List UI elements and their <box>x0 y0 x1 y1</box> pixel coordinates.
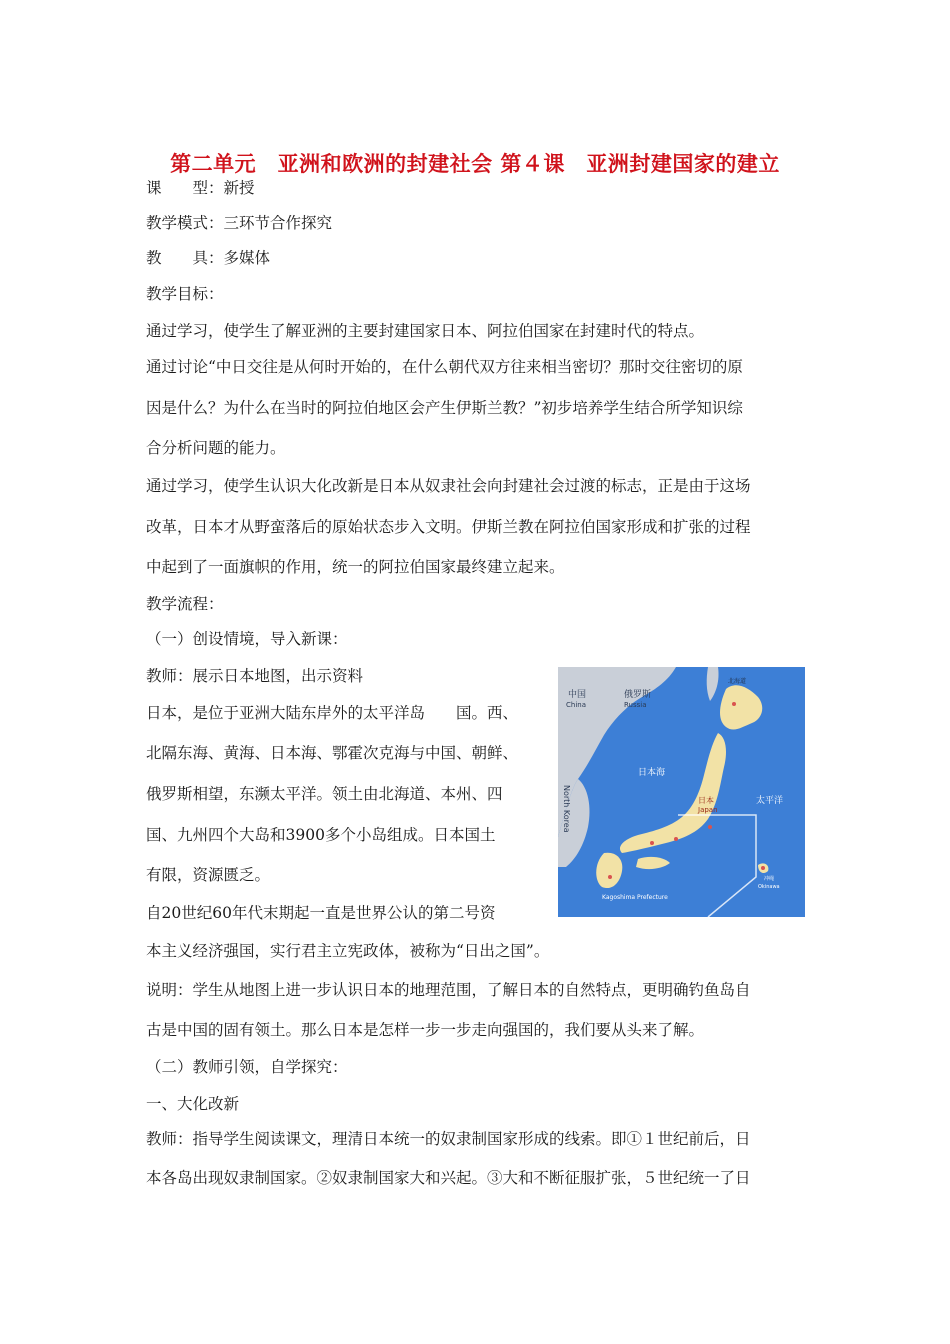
city-marker <box>732 702 736 706</box>
label-japan-en: Japan <box>698 806 718 814</box>
text-line: 日本，是位于亚洲大陆东岸外的太平洋岛 国。西、 <box>146 704 519 722</box>
text-line: 教 具：多媒体 <box>146 249 271 267</box>
text-line: 教学流程： <box>146 595 224 613</box>
text-line: 本主义经济强国，实行君主立宪政体，被称为“日出之国”。 <box>146 942 550 960</box>
label-russia-cn: 俄罗斯 <box>624 690 652 700</box>
label-russia-en: Russia <box>624 701 647 709</box>
text-line: 自20世纪60年代末期起一直是世界公认的第二号资 <box>146 904 496 922</box>
text-line: 通过学习，使学生认识大化改新是日本从奴隶社会向封建社会过渡的标志，正是由于这场 <box>146 477 751 495</box>
city-marker <box>650 841 654 845</box>
label-japan-cn: 日本 <box>698 796 714 805</box>
text-line: 有限，资源匮乏。 <box>146 866 271 884</box>
text-line: 俄罗斯相望，东濒太平洋。领土由北海道、本州、四 <box>146 785 503 803</box>
text-line: 教师：指导学生阅读课文，理清日本统一的奴隶制国家形成的线索。即①１世纪前后，日 <box>146 1130 751 1148</box>
text-line: 教学模式：三环节合作探究 <box>146 214 333 232</box>
city-marker <box>761 866 765 870</box>
text-line: 北隔东海、黄海、日本海、鄂霍次克海与中国、朝鲜、 <box>146 744 519 762</box>
document-title: 第二单元 亚洲和欧洲的封建社会 第４课 亚洲封建国家的建立 <box>170 151 780 176</box>
text-line: 中起到了一面旗帜的作用，统一的阿拉伯国家最终建立起来。 <box>146 558 565 576</box>
text-line: 因是什么？为什么在当时的阿拉伯地区会产生伊斯兰教？”初步培养学生结合所学知识综 <box>146 399 743 417</box>
text-line: 一、大化改新 <box>146 1095 240 1113</box>
text-line: 课 型：新授 <box>146 179 255 197</box>
label-pacific: 太平洋 <box>756 796 784 806</box>
label-hokkaido: 北海道 <box>728 678 747 685</box>
text-line: 说明：学生从地图上进一步认识日本的地理范围，了解日本的自然特点，更明确钓鱼岛自 <box>146 981 751 999</box>
text-line: 国、九州四个大岛和3900多个小岛组成。日本国土 <box>146 826 496 844</box>
text-line: 教师：展示日本地图，出示资料 <box>146 667 364 685</box>
label-north-korea: North Korea <box>562 785 571 833</box>
city-marker <box>608 875 612 879</box>
text-line: 本各岛出现奴隶制国家。②奴隶制国家大和兴起。③大和不断征服扩张，５世纪统一了日 <box>146 1169 751 1187</box>
text-line: （二）教师引领，自学探究： <box>146 1058 348 1076</box>
city-marker <box>674 837 678 841</box>
text-line: 通过学习，使学生了解亚洲的主要封建国家日本、阿拉伯国家在封建时代的特点。 <box>146 322 705 340</box>
label-okinawa-cn: 冲绳 <box>764 876 775 882</box>
text-line: 教学目标： <box>146 285 224 303</box>
label-sea-of-japan: 日本海 <box>638 768 666 778</box>
label-kagoshima: Kagoshima Prefecture <box>602 894 668 901</box>
text-line: （一）创设情境，导入新课： <box>146 630 348 648</box>
label-china-en: China <box>566 701 586 709</box>
label-china-cn: 中国 <box>568 690 587 700</box>
japan-map <box>558 667 805 917</box>
text-line: 改革，日本才从野蛮落后的原始状态步入文明。伊斯兰教在阿拉伯国家形成和扩张的过程 <box>146 518 751 536</box>
city-marker <box>708 825 712 829</box>
text-line: 古是中国的固有领土。那么日本是怎样一步一步走向强国的，我们要从头来了解。 <box>146 1021 705 1039</box>
label-okinawa-en: Okinawa <box>758 884 780 890</box>
text-line: 合分析问题的能力。 <box>146 439 286 457</box>
text-line: 通过讨论“中日交往是从何时开始的，在什么朝代双方往来相当密切？那时交往密切的原 <box>146 358 743 376</box>
